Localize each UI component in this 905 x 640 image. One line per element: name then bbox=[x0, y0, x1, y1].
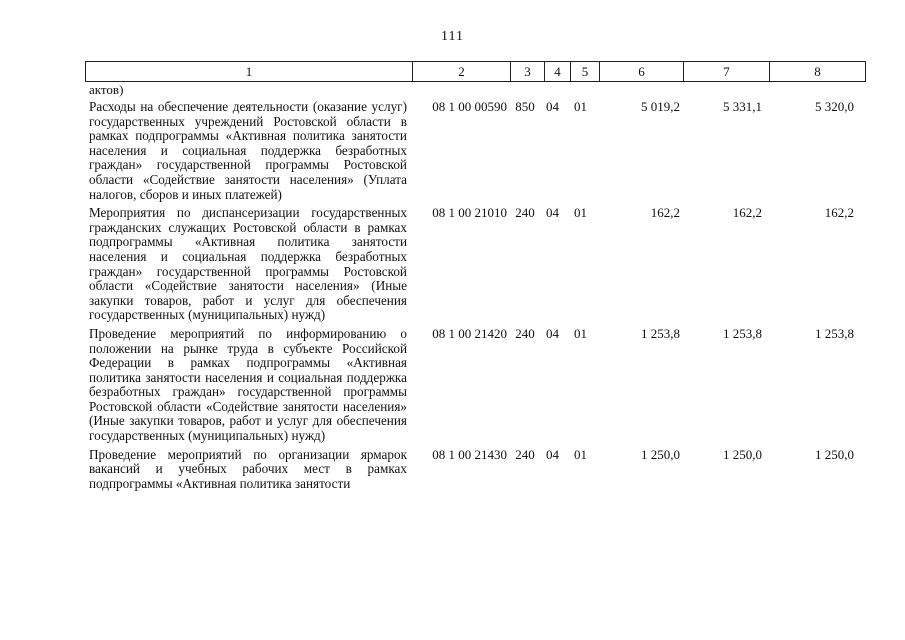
column-header-table bbox=[85, 61, 866, 82]
column-header-6: 6 bbox=[600, 62, 684, 82]
row-code: 08 1 00 21430 bbox=[432, 446, 507, 462]
row-code: 08 1 00 00590 bbox=[432, 99, 507, 114]
row-value-6: 162,2 bbox=[650, 205, 680, 221]
row-description: Расходы на обеспечение деятельности (оказание услуг) государственных учреждений Ростовской области в рамках подпрограммы «Активная политика занятости населения и социальная поддержка безработных граждан» государственной программы Ростовской области «Содействие занятости населения» (Уплата налогов, сборов и иных платежей) bbox=[89, 99, 407, 202]
row-value-7: 1 250,0 bbox=[723, 446, 762, 462]
row-code: 08 1 00 21010 bbox=[432, 205, 507, 221]
column-header-row bbox=[86, 62, 866, 82]
row-vr: 240 bbox=[515, 446, 535, 462]
row-rz: 04 bbox=[546, 325, 559, 341]
row-description: Мероприятия по диспансеризации государственных гражданских служащих Ростовской области в рамках подпрограммы «Активная политика занятости населения и социальная поддержка безработных граждан» государственной программы Ростовской области «Содействие занятости населения» (Иные закупки товаров, работ и услуг для обеспечения государственных (муниципальных) нужд) bbox=[89, 205, 407, 323]
continuation-text: актов) bbox=[89, 82, 124, 97]
row-value-8: 5 320,0 bbox=[815, 99, 854, 114]
row-value-7: 5 331,1 bbox=[723, 99, 762, 114]
row-vr: 240 bbox=[515, 325, 535, 341]
table-row bbox=[89, 206, 865, 323]
row-rz: 04 bbox=[546, 99, 559, 114]
table-row bbox=[89, 327, 865, 444]
row-rz: 04 bbox=[546, 205, 559, 221]
row-pr: 01 bbox=[574, 99, 587, 114]
row-value-6: 1 253,8 bbox=[641, 325, 680, 341]
row-value-8: 162,2 bbox=[824, 205, 854, 221]
row-vr: 240 bbox=[515, 205, 535, 221]
column-header-3: 3 bbox=[511, 62, 545, 82]
column-header-5: 5 bbox=[571, 62, 600, 82]
row-vr: 850 bbox=[515, 99, 535, 114]
row-pr: 01 bbox=[574, 205, 587, 221]
row-description: Проведение мероприятий по организации ярмарок вакансий и учебных рабочих мест в рамках подпрограммы «Активная политика занятости bbox=[89, 446, 407, 491]
column-header-2: 2 bbox=[413, 62, 511, 82]
column-header-1: 1 bbox=[86, 62, 413, 82]
row-value-7: 1 253,8 bbox=[723, 325, 762, 341]
table-row bbox=[89, 100, 865, 202]
row-value-7: 162,2 bbox=[732, 205, 762, 221]
row-value-6: 1 250,0 bbox=[641, 446, 680, 462]
page-number: 111 bbox=[441, 29, 464, 44]
column-header-8: 8 bbox=[770, 62, 866, 82]
row-pr: 01 bbox=[574, 446, 587, 462]
row-value-8: 1 253,8 bbox=[815, 325, 854, 341]
row-code: 08 1 00 21420 bbox=[432, 325, 507, 341]
row-value-8: 1 250,0 bbox=[815, 446, 854, 462]
row-value-6: 5 019,2 bbox=[641, 99, 680, 114]
table-row bbox=[89, 448, 865, 492]
row-rz: 04 bbox=[546, 446, 559, 462]
row-description: Проведение мероприятий по информированию о положении на рынке труда в субъекте Российской Федерации в рамках подпрограммы «Активная политика занятости населения и социальная поддержка безработных граждан» государственной программы Ростовской области «Содействие занятости населения» (Иные закупки товаров, работ и услуг для обеспечения государственных (муниципальных) нужд) bbox=[89, 325, 407, 444]
table-body bbox=[89, 83, 865, 495]
column-header-7: 7 bbox=[684, 62, 770, 82]
column-header-4: 4 bbox=[545, 62, 571, 82]
row-pr: 01 bbox=[574, 325, 587, 341]
